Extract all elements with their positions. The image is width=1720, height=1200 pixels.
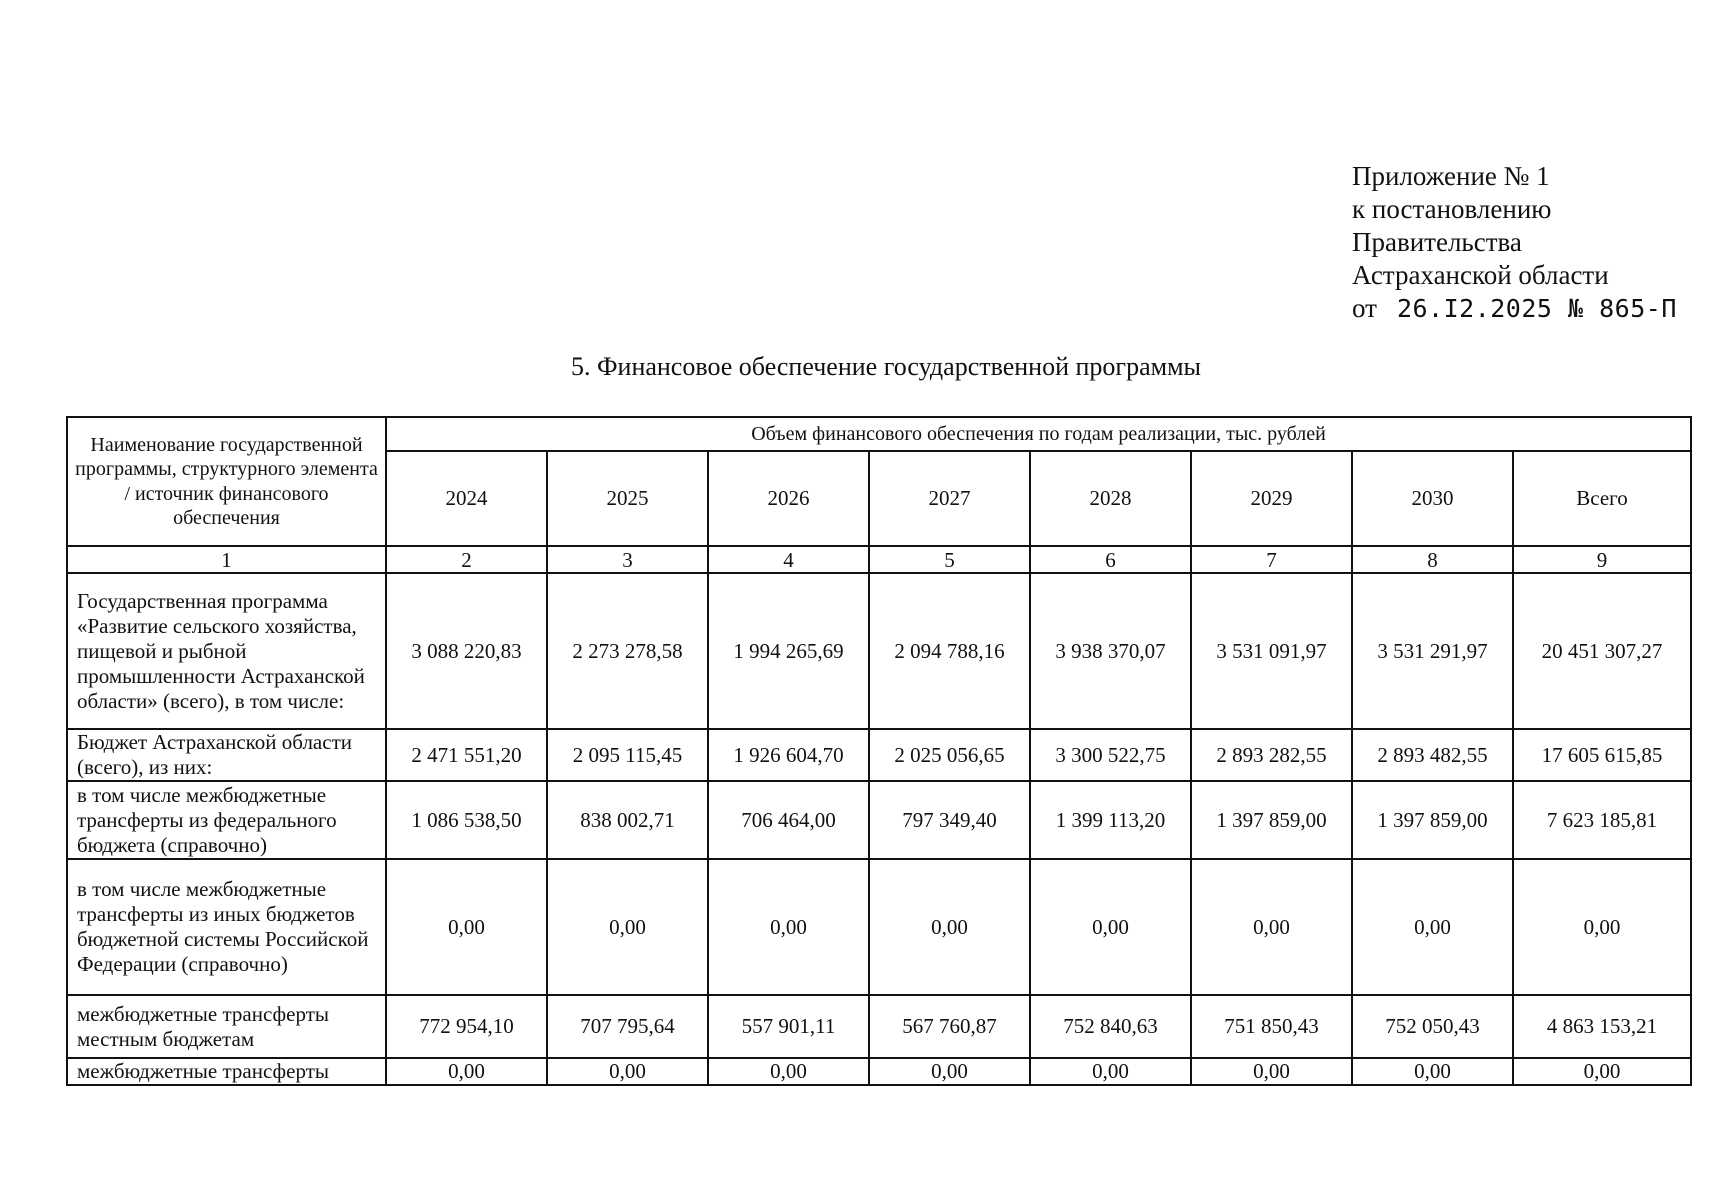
table-row <box>67 859 1691 995</box>
row-value: 0,00 <box>1191 859 1352 995</box>
column-number-row <box>67 546 1691 573</box>
table-row <box>67 729 1691 781</box>
row-value: 772 954,10 <box>386 995 547 1058</box>
table-row <box>67 573 1691 729</box>
row-value: 751 850,43 <box>1191 995 1352 1058</box>
row-value: 0,00 <box>1513 859 1691 995</box>
row-value: 0,00 <box>1191 1058 1352 1085</box>
row-value: 0,00 <box>869 859 1030 995</box>
table-row <box>67 995 1691 1058</box>
row-value: 0,00 <box>386 1058 547 1085</box>
row-name: Государственная программа «Развитие сельского хозяйства, пищевой и рыбной промышленности Астраханской области» (всего), в том числе: <box>67 573 386 729</box>
row-value: 1 994 265,69 <box>708 573 869 729</box>
year-header-2029: 2029 <box>1191 451 1352 546</box>
year-header-2028: 2028 <box>1030 451 1191 546</box>
column-number: 2 <box>386 546 547 573</box>
row-value: 2 095 115,45 <box>547 729 708 781</box>
row-value: 567 760,87 <box>869 995 1030 1058</box>
row-value: 0,00 <box>1030 1058 1191 1085</box>
row-value: 17 605 615,85 <box>1513 729 1691 781</box>
row-value: 0,00 <box>1352 859 1513 995</box>
row-value: 0,00 <box>1513 1058 1691 1085</box>
year-header-2027: 2027 <box>869 451 1030 546</box>
row-name: межбюджетные трансферты <box>67 1058 386 1085</box>
row-value: 2 094 788,16 <box>869 573 1030 729</box>
appendix-line-1: Приложение № 1 <box>1352 161 1550 191</box>
row-value: 4 863 153,21 <box>1513 995 1691 1058</box>
row-value: 1 399 113,20 <box>1030 781 1191 859</box>
row-value: 0,00 <box>547 859 708 995</box>
year-header-2030: 2030 <box>1352 451 1513 546</box>
column-number: 8 <box>1352 546 1513 573</box>
year-header-2025: 2025 <box>547 451 708 546</box>
row-value: 7 623 185,81 <box>1513 781 1691 859</box>
row-value: 0,00 <box>708 1058 869 1085</box>
row-value: 707 795,64 <box>547 995 708 1058</box>
table-row <box>67 781 1691 859</box>
appendix-date-prefix: от <box>1352 293 1377 323</box>
column-number: 3 <box>547 546 708 573</box>
year-header-total: Всего <box>1513 451 1691 546</box>
row-name: межбюджетные трансферты местным бюджетам <box>67 995 386 1058</box>
row-name: в том числе межбюджетные трансферты из федерального бюджета (справочно) <box>67 781 386 859</box>
year-header-2024: 2024 <box>386 451 547 546</box>
row-value: 838 002,71 <box>547 781 708 859</box>
row-value: 1 086 538,50 <box>386 781 547 859</box>
appendix-date-stamp: 26.I2.2025 № 865-П <box>1396 294 1677 323</box>
column-number: 4 <box>708 546 869 573</box>
row-value: 3 088 220,83 <box>386 573 547 729</box>
row-value: 797 349,40 <box>869 781 1030 859</box>
column-number: 9 <box>1513 546 1691 573</box>
table-row <box>67 1058 1691 1085</box>
row-name: Бюджет Астраханской области (всего), из них: <box>67 729 386 781</box>
year-header-2026: 2026 <box>708 451 869 546</box>
row-value: 20 451 307,27 <box>1513 573 1691 729</box>
column-number: 1 <box>67 546 386 573</box>
row-value: 2 025 056,65 <box>869 729 1030 781</box>
row-value: 0,00 <box>708 859 869 995</box>
funding-volume-header: Объем финансового обеспечения по годам реализации, тыс. рублей <box>386 417 1691 451</box>
row-value: 2 893 482,55 <box>1352 729 1513 781</box>
row-value: 1 397 859,00 <box>1191 781 1352 859</box>
row-value: 752 050,43 <box>1352 995 1513 1058</box>
column-number: 6 <box>1030 546 1191 573</box>
row-value: 3 531 091,97 <box>1191 573 1352 729</box>
row-value: 706 464,00 <box>708 781 869 859</box>
financing-table <box>66 416 1692 1086</box>
row-value: 3 938 370,07 <box>1030 573 1191 729</box>
row-value: 0,00 <box>1030 859 1191 995</box>
row-value: 0,00 <box>547 1058 708 1085</box>
row-value: 1 397 859,00 <box>1352 781 1513 859</box>
row-value: 3 531 291,97 <box>1352 573 1513 729</box>
row-value: 2 893 282,55 <box>1191 729 1352 781</box>
column-number: 5 <box>869 546 1030 573</box>
name-column-header: Наименование государственной программы, структурного элемента / источник финансового обеспечения <box>67 417 386 546</box>
row-value: 0,00 <box>1352 1058 1513 1085</box>
row-value: 1 926 604,70 <box>708 729 869 781</box>
appendix-date-line <box>1352 292 1677 325</box>
column-number: 7 <box>1191 546 1352 573</box>
appendix-block <box>1352 160 1677 325</box>
row-value: 0,00 <box>386 859 547 995</box>
row-name: в том числе межбюджетные трансферты из иных бюджетов бюджетной системы Российской Федерации (справочно) <box>67 859 386 995</box>
row-value: 2 471 551,20 <box>386 729 547 781</box>
row-value: 752 840,63 <box>1030 995 1191 1058</box>
row-value: 2 273 278,58 <box>547 573 708 729</box>
row-value: 3 300 522,75 <box>1030 729 1191 781</box>
appendix-line-4: Астраханской области <box>1352 260 1609 290</box>
appendix-line-3: Правительства <box>1352 227 1522 257</box>
row-value: 557 901,11 <box>708 995 869 1058</box>
table-header-row <box>67 417 1691 451</box>
appendix-line-2: к постановлению <box>1352 194 1552 224</box>
section-title: 5. Финансовое обеспечение государственной программы <box>570 352 1202 381</box>
row-value: 0,00 <box>869 1058 1030 1085</box>
